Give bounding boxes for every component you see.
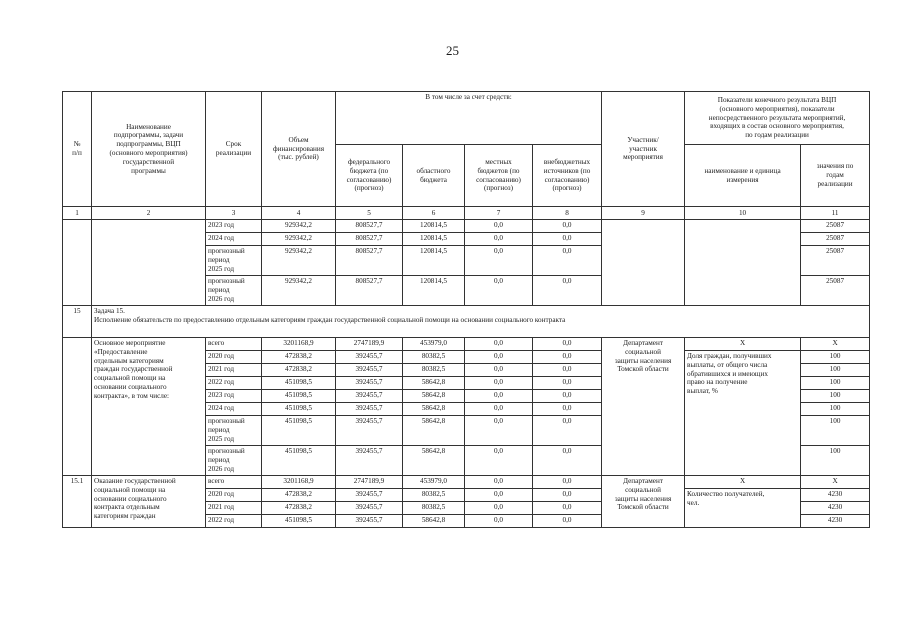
cell-name bbox=[92, 220, 206, 306]
cell-value: 25087 bbox=[801, 276, 870, 306]
cell-volume: 451098,5 bbox=[262, 390, 336, 403]
task-row bbox=[63, 306, 870, 338]
cell-federal: 392455,7 bbox=[336, 377, 403, 390]
cell-value: 100 bbox=[801, 416, 870, 446]
header-regional: областного бюджета bbox=[403, 145, 465, 207]
header-federal: федерального бюджета (по согласованию) (прогноз) bbox=[336, 145, 403, 207]
cell-local: 0,0 bbox=[465, 446, 533, 476]
cell-volume: 451098,5 bbox=[262, 446, 336, 476]
column-number: 8 bbox=[533, 207, 602, 220]
header-participant: Участник/ участник мероприятия bbox=[602, 92, 685, 207]
header-extra: внебюджетных источников (по согласованию) (прогноз) bbox=[533, 145, 602, 207]
cell-extra: 0,0 bbox=[533, 446, 602, 476]
cell-local: 0,0 bbox=[465, 416, 533, 446]
cell-indicator: Количество получателей, чел. bbox=[685, 489, 801, 528]
cell-name: Основное мероприятие «Предоставление отдельным категориям граждан государственной социальной помощи на основании социального контракта», в том числе: bbox=[92, 338, 206, 476]
cell-federal: 392455,7 bbox=[336, 390, 403, 403]
column-number: 7 bbox=[465, 207, 533, 220]
cell-name: Оказание государственной социальной помощи на основании социального контракта отдельным категориям граждан bbox=[92, 476, 206, 528]
header-indicator-value: значения по годам реализации bbox=[801, 145, 870, 207]
cell-num bbox=[63, 220, 92, 306]
cell-federal: 392455,7 bbox=[336, 364, 403, 377]
cell-term: 2020 год bbox=[206, 489, 262, 502]
cell-regional: 120814,5 bbox=[403, 276, 465, 306]
cell-volume: 472838,2 bbox=[262, 351, 336, 364]
sub-event-section bbox=[63, 476, 870, 528]
column-number: 10 bbox=[685, 207, 801, 220]
column-number: 3 bbox=[206, 207, 262, 220]
cell-participant: Департамент социальной защиты населения Томской области bbox=[602, 338, 685, 476]
column-number: 1 bbox=[63, 207, 92, 220]
cell-federal: 808527,7 bbox=[336, 276, 403, 306]
column-number: 2 bbox=[92, 207, 206, 220]
cell-volume: 451098,5 bbox=[262, 403, 336, 416]
financing-table bbox=[62, 91, 870, 528]
task-section bbox=[63, 306, 870, 338]
cell-extra: 0,0 bbox=[533, 364, 602, 377]
table-header bbox=[63, 92, 870, 207]
cell-term: 2023 год bbox=[206, 390, 262, 403]
cell-local: 0,0 bbox=[465, 502, 533, 515]
cell-value: 25087 bbox=[801, 220, 870, 233]
cell-extra: 0,0 bbox=[533, 403, 602, 416]
table-row bbox=[63, 220, 870, 233]
cell-regional: 80382,5 bbox=[403, 351, 465, 364]
cell-term: 2020 год bbox=[206, 351, 262, 364]
cell-local: 0,0 bbox=[465, 338, 533, 351]
cell-volume: 472838,2 bbox=[262, 502, 336, 515]
cell-value: 4230 bbox=[801, 489, 870, 502]
cell-num bbox=[63, 338, 92, 476]
cell-local: 0,0 bbox=[465, 246, 533, 276]
cell-volume: 929342,2 bbox=[262, 276, 336, 306]
page-number: 25 bbox=[446, 43, 459, 58]
cell-local: 0,0 bbox=[465, 489, 533, 502]
cell-local: 0,0 bbox=[465, 351, 533, 364]
cell-term: всего bbox=[206, 338, 262, 351]
cell-term: прогнозный период 2026 год bbox=[206, 446, 262, 476]
column-number: 4 bbox=[262, 207, 336, 220]
cell-local: 0,0 bbox=[465, 233, 533, 246]
cell-local: 0,0 bbox=[465, 220, 533, 233]
cell-local: 0,0 bbox=[465, 364, 533, 377]
cell-term: прогнозный период 2026 год bbox=[206, 276, 262, 306]
cell-term: всего bbox=[206, 476, 262, 489]
cell-local: 0,0 bbox=[465, 476, 533, 489]
cell-value: 100 bbox=[801, 403, 870, 416]
cell-value: 100 bbox=[801, 390, 870, 403]
cell-extra: 0,0 bbox=[533, 220, 602, 233]
cell-volume: 472838,2 bbox=[262, 364, 336, 377]
cell-participant bbox=[602, 220, 685, 306]
cell-federal: 392455,7 bbox=[336, 502, 403, 515]
cell-federal: 392455,7 bbox=[336, 446, 403, 476]
table-row bbox=[63, 338, 870, 351]
cell-extra: 0,0 bbox=[533, 233, 602, 246]
cell-local: 0,0 bbox=[465, 377, 533, 390]
cell-term: прогнозный период 2025 год bbox=[206, 246, 262, 276]
cell-federal: 392455,7 bbox=[336, 403, 403, 416]
cell-indicator: Доля граждан, получивших выплаты, от общего числа обратившихся и имеющих право на получение выплат, % bbox=[685, 351, 801, 476]
task-text: Задача 15. Исполнение обязательств по предоставлению отдельным категориям граждан государственной социальной помощи на основании социального контракта bbox=[92, 306, 870, 338]
header-name: Наименование подпрограммы, задачи подпрограммы, ВЦП (основного мероприятия) государственной программы bbox=[92, 92, 206, 207]
cell-volume: 929342,2 bbox=[262, 220, 336, 233]
cell-regional: 80382,5 bbox=[403, 502, 465, 515]
task-num: 15 bbox=[63, 306, 92, 338]
cell-regional: 80382,5 bbox=[403, 489, 465, 502]
cell-extra: 0,0 bbox=[533, 246, 602, 276]
cell-term: прогнозный период 2025 год bbox=[206, 416, 262, 446]
cell-participant: Департамент социальной защиты населения Томской области bbox=[602, 476, 685, 528]
cell-regional: 453979,0 bbox=[403, 338, 465, 351]
cell-value: 25087 bbox=[801, 246, 870, 276]
cell-value: Х bbox=[801, 476, 870, 489]
cell-indicator: Х bbox=[685, 476, 801, 489]
header-local: местных бюджетов (по согласованию) (прогноз) bbox=[465, 145, 533, 207]
cell-regional: 80382,5 bbox=[403, 364, 465, 377]
column-numbers-row bbox=[63, 207, 870, 220]
cell-extra: 0,0 bbox=[533, 377, 602, 390]
header-term: Срок реализации bbox=[206, 92, 262, 207]
header-sources-group: В том числе за счет средств: bbox=[336, 92, 602, 145]
cell-term: 2024 год bbox=[206, 233, 262, 246]
cell-term: 2021 год bbox=[206, 502, 262, 515]
cell-local: 0,0 bbox=[465, 276, 533, 306]
cell-federal: 392455,7 bbox=[336, 489, 403, 502]
cell-federal: 808527,7 bbox=[336, 246, 403, 276]
cell-federal: 2747189,9 bbox=[336, 476, 403, 489]
cell-local: 0,0 bbox=[465, 390, 533, 403]
cell-value: 25087 bbox=[801, 233, 870, 246]
cell-indicator: Х bbox=[685, 338, 801, 351]
cell-value: 100 bbox=[801, 364, 870, 377]
header-volume: Объем финансирования (тыс. рублей) bbox=[262, 92, 336, 207]
column-number: 5 bbox=[336, 207, 403, 220]
cell-term: 2022 год bbox=[206, 377, 262, 390]
cell-value: Х bbox=[801, 338, 870, 351]
cell-regional: 58642,8 bbox=[403, 446, 465, 476]
cell-regional: 120814,5 bbox=[403, 233, 465, 246]
cell-federal: 2747189,9 bbox=[336, 338, 403, 351]
cell-federal: 392455,7 bbox=[336, 416, 403, 446]
cell-regional: 120814,5 bbox=[403, 246, 465, 276]
header-num: № п/п bbox=[63, 92, 92, 207]
cell-federal: 392455,7 bbox=[336, 515, 403, 528]
cell-regional: 58642,8 bbox=[403, 416, 465, 446]
header-indicators-group: Показатели конечного результата ВЦП (основного мероприятия), показатели непосредственного результата мероприятий, входящих в состав основного мероприятия, по годам реализации bbox=[685, 92, 870, 145]
header-indicator-name: наименование и единица измерения bbox=[685, 145, 801, 207]
column-number: 11 bbox=[801, 207, 870, 220]
cell-num: 15.1 bbox=[63, 476, 92, 528]
cell-regional: 58642,8 bbox=[403, 390, 465, 403]
cell-federal: 808527,7 bbox=[336, 233, 403, 246]
cell-volume: 929342,2 bbox=[262, 246, 336, 276]
cell-extra: 0,0 bbox=[533, 390, 602, 403]
cell-federal: 808527,7 bbox=[336, 220, 403, 233]
cell-volume: 451098,5 bbox=[262, 416, 336, 446]
cell-volume: 3201168,9 bbox=[262, 476, 336, 489]
cell-volume: 929342,2 bbox=[262, 233, 336, 246]
cell-value: 4230 bbox=[801, 502, 870, 515]
cell-value: 100 bbox=[801, 377, 870, 390]
cell-local: 0,0 bbox=[465, 515, 533, 528]
table-row bbox=[63, 476, 870, 489]
column-number: 9 bbox=[602, 207, 685, 220]
cell-volume: 3201168,9 bbox=[262, 338, 336, 351]
cell-regional: 58642,8 bbox=[403, 403, 465, 416]
cell-value: 100 bbox=[801, 446, 870, 476]
cell-extra: 0,0 bbox=[533, 416, 602, 446]
cell-extra: 0,0 bbox=[533, 276, 602, 306]
cell-regional: 120814,5 bbox=[403, 220, 465, 233]
top-section bbox=[63, 220, 870, 306]
cell-regional: 453979,0 bbox=[403, 476, 465, 489]
cell-volume: 451098,5 bbox=[262, 515, 336, 528]
cell-term: 2022 год bbox=[206, 515, 262, 528]
cell-extra: 0,0 bbox=[533, 351, 602, 364]
cell-volume: 451098,5 bbox=[262, 377, 336, 390]
cell-local: 0,0 bbox=[465, 403, 533, 416]
cell-extra: 0,0 bbox=[533, 476, 602, 489]
cell-term: 2024 год bbox=[206, 403, 262, 416]
cell-extra: 0,0 bbox=[533, 515, 602, 528]
cell-term: 2023 год bbox=[206, 220, 262, 233]
cell-value: 4230 bbox=[801, 515, 870, 528]
cell-extra: 0,0 bbox=[533, 338, 602, 351]
column-number: 6 bbox=[403, 207, 465, 220]
cell-term: 2021 год bbox=[206, 364, 262, 377]
cell-volume: 472838,2 bbox=[262, 489, 336, 502]
cell-value: 100 bbox=[801, 351, 870, 364]
cell-indicator bbox=[685, 220, 801, 306]
main-event-section bbox=[63, 338, 870, 476]
cell-extra: 0,0 bbox=[533, 489, 602, 502]
cell-extra: 0,0 bbox=[533, 502, 602, 515]
cell-regional: 58642,8 bbox=[403, 377, 465, 390]
cell-regional: 58642,8 bbox=[403, 515, 465, 528]
cell-federal: 392455,7 bbox=[336, 351, 403, 364]
